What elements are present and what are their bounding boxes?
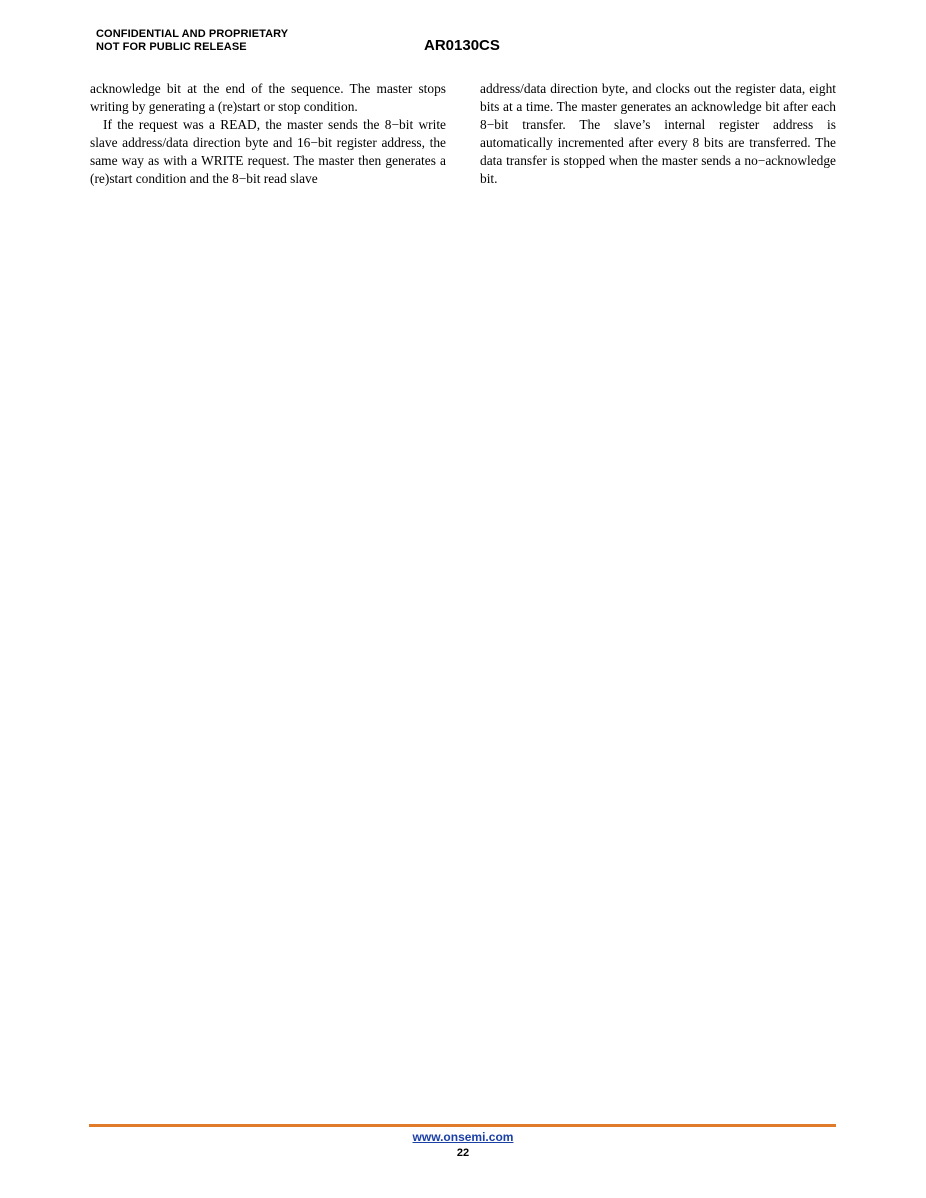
left-paragraph-2: If the request was a READ, the master sends the 8−bit write slave address/data direction byte and 16−bit register address, the same way as with a WRITE request. The master then generates a (re)start condition and the 8−bit read slave bbox=[90, 117, 446, 186]
footer-divider bbox=[89, 1124, 836, 1127]
document-title: AR0130CS bbox=[424, 37, 500, 54]
confidentiality-notice bbox=[96, 28, 288, 54]
left-paragraph-1: acknowledge bit at the end of the sequence. The master stops writing by generating a (re)start or stop condition. bbox=[90, 81, 446, 114]
page-number: 22 bbox=[456, 1147, 470, 1159]
confidentiality-line-1: CONFIDENTIAL AND PROPRIETARY bbox=[96, 28, 289, 40]
confidentiality-line-2: NOT FOR PUBLIC RELEASE bbox=[96, 41, 247, 53]
right-paragraph-1: address/data direction byte, and clocks out the register data, eight bits at a time. The master generates an acknowledge bit after each 8−bit transfer. The slave’s internal register address is automatically incremented after every 8 bits are transferred. The data transfer is stopped when the master sends a no−acknowledge bit. bbox=[480, 81, 836, 186]
website-link[interactable]: www.onsemi.com bbox=[412, 1130, 514, 1144]
left-text-column bbox=[90, 80, 446, 188]
right-text-column bbox=[480, 80, 836, 188]
